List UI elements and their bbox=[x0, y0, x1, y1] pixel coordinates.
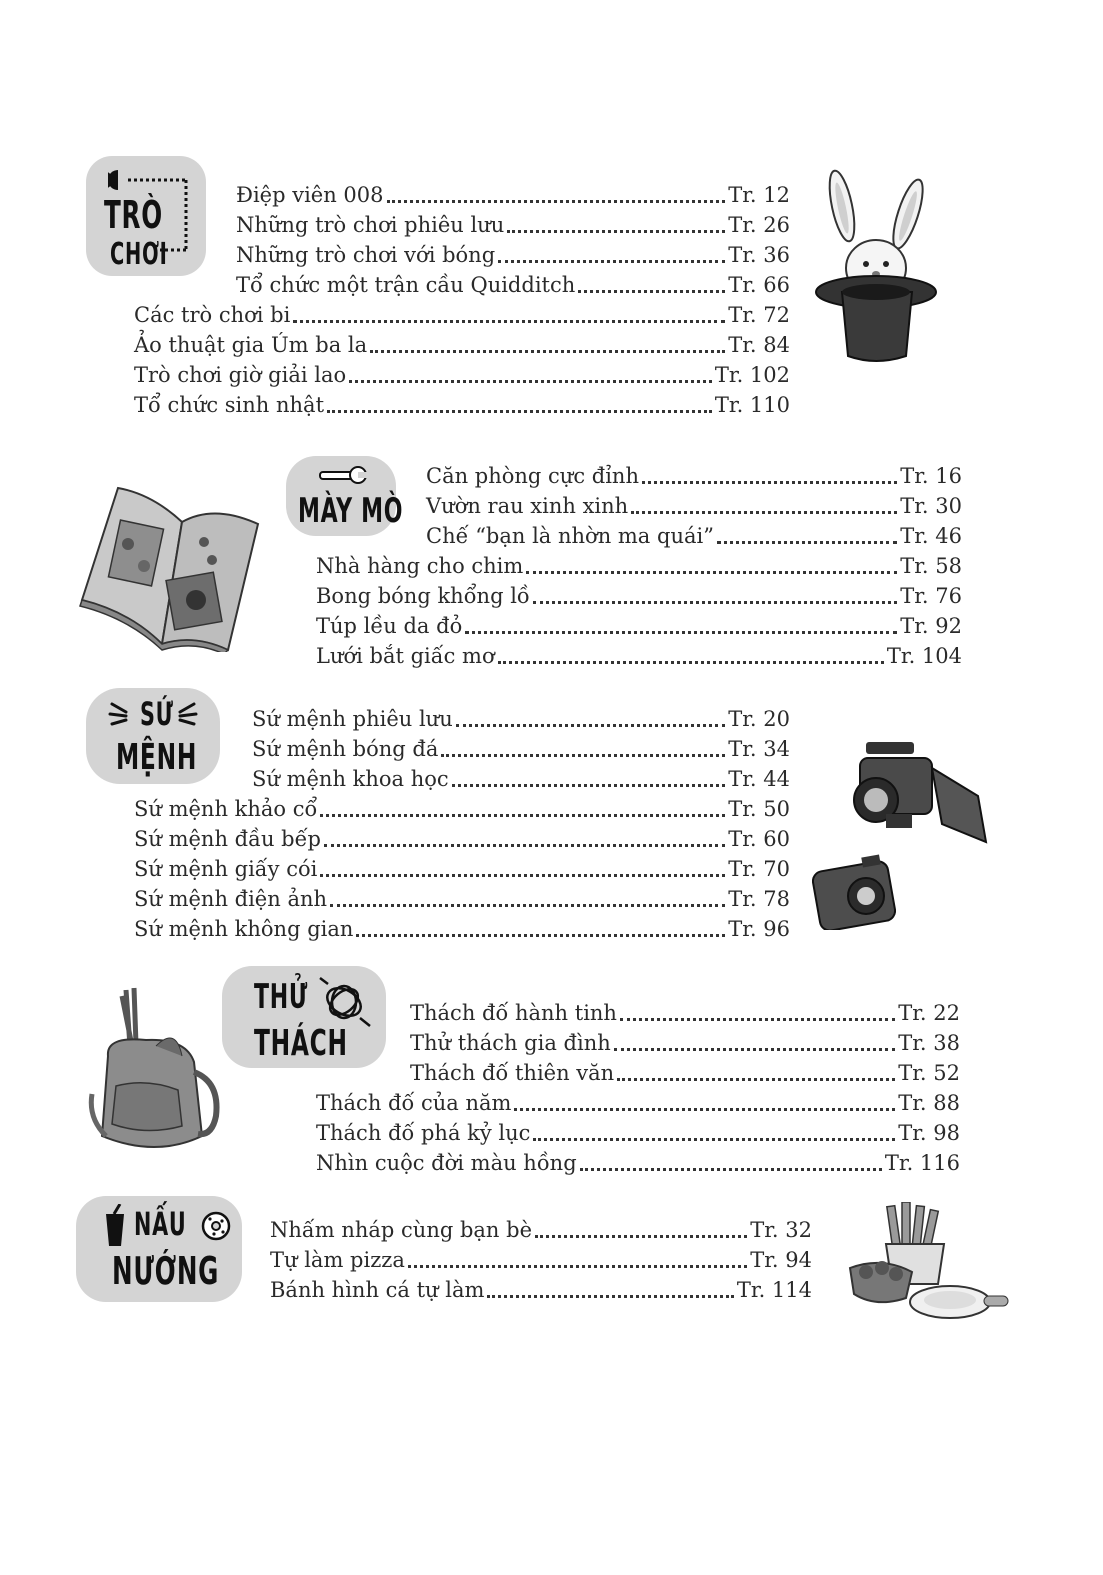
section-label-line1: MÀY MÒ bbox=[298, 491, 404, 531]
toc-entry[interactable]: Trò chơi giờ giải lao Tr. 102 bbox=[134, 363, 790, 387]
rabbit-in-hat-illustration bbox=[812, 168, 944, 368]
toc-entry[interactable]: Chế “bạn là nhờn ma quái” Tr. 46 bbox=[426, 524, 962, 548]
section-label-line2: CHƠI bbox=[110, 237, 168, 272]
toc-entry[interactable]: Vườn rau xinh xinh Tr. 30 bbox=[426, 494, 962, 518]
toc-entry[interactable]: Điệp viên 008 Tr. 12 bbox=[236, 183, 790, 207]
toc-entry[interactable]: Những trò chơi phiêu lưu Tr. 26 bbox=[236, 213, 790, 237]
backpack-illustration bbox=[86, 986, 226, 1158]
toc-entry[interactable]: Bánh hình cá tự làm Tr. 114 bbox=[270, 1278, 812, 1302]
toc-entry[interactable]: Các trò chơi bi Tr. 72 bbox=[134, 303, 790, 327]
section-label-line1: NẤU bbox=[134, 1205, 187, 1243]
section-badge-su-menh bbox=[86, 688, 220, 784]
toc-entry[interactable]: Thách đố của năm Tr. 88 bbox=[316, 1091, 960, 1115]
photo-camera-illustration bbox=[812, 852, 896, 930]
section-label-line1: TRÒ bbox=[104, 193, 163, 237]
toc-entry[interactable]: Ảo thuật gia Úm ba la Tr. 84 bbox=[134, 333, 790, 357]
toc-entry[interactable]: Sứ mệnh giấy cói Tr. 70 bbox=[134, 857, 790, 881]
toc-entry[interactable]: Bong bóng khổng lồ Tr. 76 bbox=[316, 584, 962, 608]
toc-entry[interactable]: Thử thách gia đình Tr. 38 bbox=[410, 1031, 960, 1055]
video-camera-illustration bbox=[846, 738, 990, 848]
toc-entry[interactable]: Căn phòng cực đỉnh Tr. 16 bbox=[426, 464, 962, 488]
toc-entry[interactable]: Sứ mệnh khoa học Tr. 44 bbox=[252, 767, 790, 791]
toc-entry[interactable]: Sứ mệnh không gian Tr. 96 bbox=[134, 917, 790, 941]
scribble-icon bbox=[316, 974, 374, 1030]
section-label-line2: THÁCH bbox=[254, 1023, 348, 1064]
toc-entry[interactable]: Túp lều da đỏ Tr. 92 bbox=[316, 614, 962, 638]
toc-entry[interactable]: Những trò chơi với bóng Tr. 36 bbox=[236, 243, 790, 267]
toc-entry[interactable]: Thách đố phá kỷ lục Tr. 98 bbox=[316, 1121, 960, 1145]
section-label-line2: NƯỚNG bbox=[112, 1249, 220, 1293]
toc-entry[interactable]: Lưới bắt giấc mơ Tr. 104 bbox=[316, 644, 962, 668]
toc-entry[interactable]: Sứ mệnh đầu bếp Tr. 60 bbox=[134, 827, 790, 851]
section-label-line1: THỬ bbox=[254, 977, 309, 1017]
section-badge-nau-nuong bbox=[76, 1196, 242, 1302]
toc-entry[interactable]: Tổ chức sinh nhật Tr. 110 bbox=[134, 393, 790, 417]
section-badge-may-mo bbox=[286, 456, 404, 536]
toc-entry[interactable]: Nhìn cuộc đời màu hồng Tr. 116 bbox=[316, 1151, 960, 1175]
toc-entry[interactable]: Sứ mệnh bóng đá Tr. 34 bbox=[252, 737, 790, 761]
toc-entry[interactable]: Nhà hàng cho chim Tr. 58 bbox=[316, 554, 962, 578]
toc-entry[interactable]: Thách đố thiên văn Tr. 52 bbox=[410, 1061, 960, 1085]
section-label-line1: SỨ bbox=[140, 695, 174, 733]
toc-entry[interactable]: Sứ mệnh khảo cổ Tr. 50 bbox=[134, 797, 790, 821]
section-badge-tro-choi bbox=[86, 156, 206, 276]
toc-entry[interactable]: Tự làm pizza Tr. 94 bbox=[270, 1248, 812, 1272]
toc-entry[interactable]: Nhấm nháp cùng bạn bè Tr. 32 bbox=[270, 1218, 812, 1242]
wrench-icon bbox=[316, 464, 368, 486]
section-badge-thu-thach bbox=[222, 966, 386, 1068]
section-label-line2: MỆNH bbox=[116, 737, 198, 778]
toc-entry[interactable]: Thách đố hành tinh Tr. 22 bbox=[410, 1001, 960, 1025]
open-book-illustration bbox=[78, 484, 262, 652]
toc-entry[interactable]: Sứ mệnh phiêu lưu Tr. 20 bbox=[252, 707, 790, 731]
toc-entry[interactable]: Sứ mệnh điện ảnh Tr. 78 bbox=[134, 887, 790, 911]
snacks-illustration bbox=[846, 1202, 1010, 1326]
toc-entry[interactable]: Tổ chức một trận cầu Quidditch Tr. 66 bbox=[236, 273, 790, 297]
